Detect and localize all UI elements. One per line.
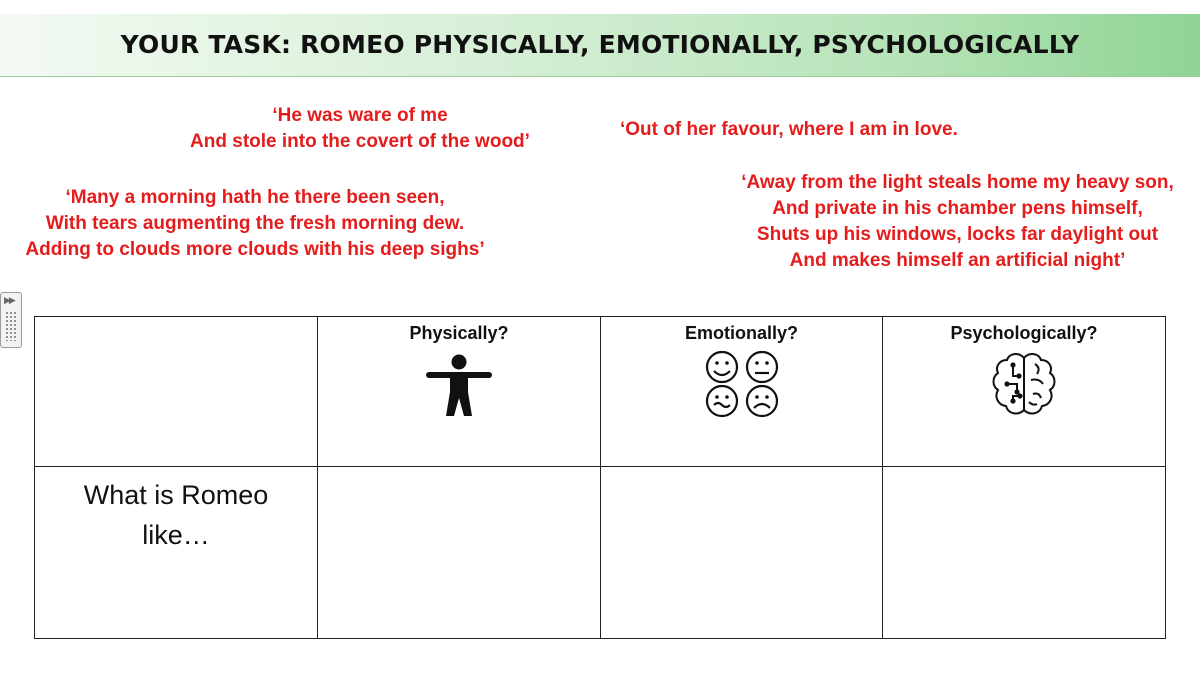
quote-away-from-light <box>720 170 1195 274</box>
answer-cell-psychologically[interactable] <box>883 467 1166 639</box>
answer-cell-physically[interactable] <box>318 467 601 639</box>
quote-many-a-morning <box>10 185 500 263</box>
quote-line: ‘Away from the light steals home my heavy son, <box>741 172 1174 193</box>
row-label-what-is-romeo-like[interactable] <box>35 467 318 639</box>
grip-dots-icon <box>5 311 17 341</box>
header-psychologically[interactable] <box>883 317 1166 467</box>
quote-line: ‘Many a morning hath he there been seen, <box>65 187 445 208</box>
slide-panel-handle[interactable] <box>0 292 22 348</box>
quote-ware-of-me <box>160 103 560 155</box>
page-title: YOUR TASK: ROMEO PHYSICALLY, EMOTIONALLY, PSYCHOLOGICALLY <box>120 30 1080 59</box>
quote-line: Adding to clouds more clouds with his deep sighs’ <box>25 239 485 260</box>
header-label: Emotionally? <box>684 323 798 343</box>
quote-line: ‘He was ware of me <box>272 105 448 126</box>
faces-icon <box>704 350 780 418</box>
quote-line: And private in his chamber pens himself, <box>772 198 1143 219</box>
answer-cell-emotionally[interactable] <box>601 467 883 639</box>
table-header-row <box>35 317 1166 467</box>
brain-circuit-icon <box>989 350 1059 420</box>
title-banner <box>0 14 1200 77</box>
row-label-line: What is Romeo <box>83 480 269 510</box>
header-label: Physically? <box>409 323 509 343</box>
table-row <box>35 467 1166 639</box>
person-icon <box>424 354 494 416</box>
row-label-line: like… <box>142 520 210 550</box>
header-physically[interactable] <box>318 317 601 467</box>
quote-line: With tears augmenting the fresh morning dew. <box>45 213 465 234</box>
header-emotionally[interactable] <box>601 317 883 467</box>
quote-line: ‘Out of her favour, where I am in love. <box>620 119 958 140</box>
table-corner-cell[interactable] <box>35 317 318 467</box>
analysis-table <box>34 316 1166 639</box>
header-label: Psychologically? <box>950 323 1098 343</box>
quote-line: Shuts up his windows, locks far daylight out <box>756 224 1159 245</box>
quote-out-of-favour <box>620 117 1000 143</box>
expand-arrows-icon: ▶▶ <box>4 295 14 305</box>
quote-line: And stole into the covert of the wood’ <box>190 131 530 152</box>
quote-line: And makes himself an artificial night’ <box>789 250 1126 271</box>
